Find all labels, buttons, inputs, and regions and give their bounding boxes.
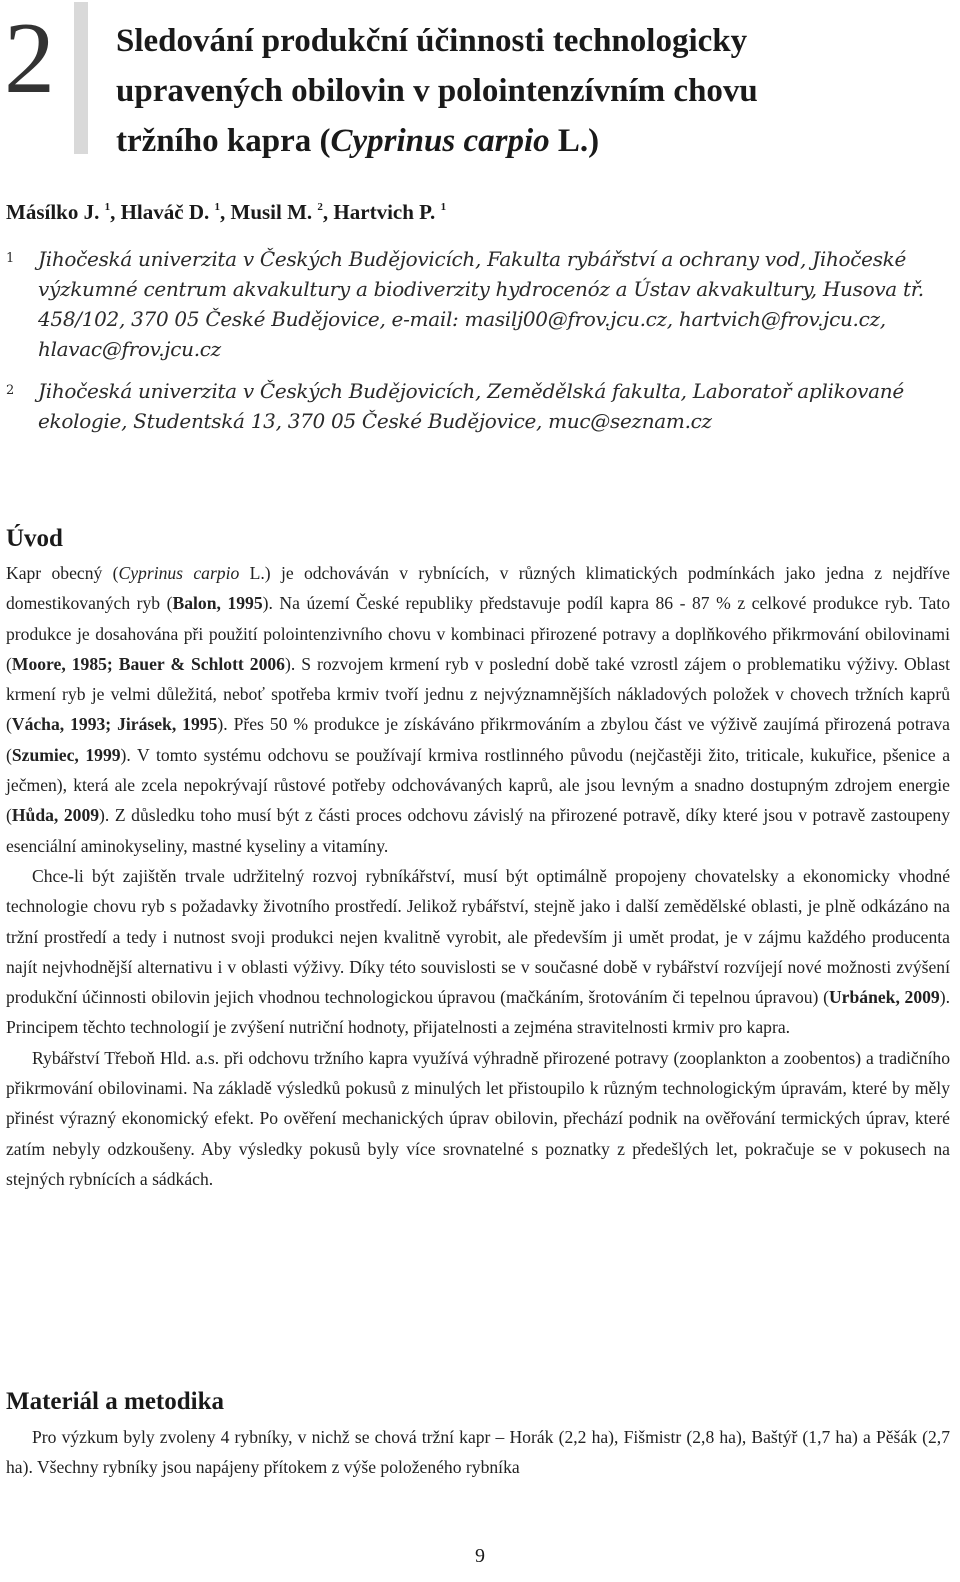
- text-run: Kapr obecný (: [6, 563, 119, 583]
- text-run: L.) je odchováván v rybnících, v různých klimatických podmínkách jako jedna z nejdříve domestikovaných ryb (: [6, 563, 950, 614]
- title-line-1: Sledování produkční účinnosti technologicky: [116, 23, 748, 59]
- text-run: ). S rozvojem krmení ryb v poslední době také vzrostl zájem o problematiku výživy. Oblast krmení ryb je velmi důležitá, neboť spotřeba krmiv tvoří jednu z nejvýznamnějších nákladových položek v chovech tržních kaprů (: [6, 653, 950, 735]
- affiliation-1-text: Jihočeská univerzita v Českých Budějovicích, Fakulta rybářství a ochrany vod, Jihočeské výzkumné centrum akvakultury a biodiverzity hydrocenóz a Ústav akvakultury, Husova tř. 458/102, 370 05 České Budějovice, e-mail: masilj00@frov.jcu.cz, hartvich@frov.jcu.cz, hlavac@frov.jcu.cz: [38, 247, 924, 361]
- methods-section: [6, 1422, 950, 1483]
- affiliation-1-mark: 1: [6, 251, 14, 266]
- intro-paragraph: [6, 861, 950, 1043]
- page-number: 9: [475, 1545, 485, 1567]
- intro-paragraph: [6, 1043, 950, 1194]
- chapter-number: 2: [4, 2, 55, 115]
- intro-paragraph: [6, 558, 950, 861]
- citation: Balon, 1995: [172, 593, 263, 614]
- author-name: Hlaváč D.: [120, 200, 215, 224]
- affiliation-2: [6, 376, 943, 436]
- author-name: Másílko J.: [6, 200, 105, 224]
- text-run: Chce-li být zajištěn trvale udržitelný rozvoj rybníkářství, musí být optimálně propojeny chovatelsky a ekonomicky vhodné technologie chovu ryb s požadavky životního prostředí. Jelikož rybářství, stejně jako i další zemědělské oblasti, je plně odkázáno na tržní prostředí a tedy i nutnost svoji produkci nejen kvalitně vyrobit, ale především ji umět prodat, je v zájmu každého producenta najít nejvhodnější alternativu i v oblasti výživy. Díky této souvislosti se v současné době v rybářství rozvíjejí nové možnosti zvýšení produkční účinnosti obilovin jejich vhodnou technologickou úpravou (mačkáním, šrotováním či tepelnou úpravou) (: [6, 865, 950, 1008]
- text-run: ). Principem těchto technologií je zvýšení nutriční hodnoty, přijatelnosti a zejména stravitelnosti krmiv pro kapra.: [6, 987, 950, 1038]
- citation: Vácha, 1993; Jirásek, 1995: [11, 714, 218, 735]
- title-line-3-start: tržního kapra (: [116, 123, 331, 159]
- affiliation-2-text: Jihočeská univerzita v Českých Budějovicích, Zemědělská fakulta, Laboratoř aplikované ekologie, Studentská 13, 370 05 České Budějovice, muc@seznam.cz: [38, 379, 904, 433]
- text-run: ). Přes 50 % produkce je získáváno přikrmováním a zbylou část ve výživě zaujímá přirozená potrava (: [6, 714, 950, 765]
- author-name: Hartvich P.: [333, 200, 441, 224]
- paper-title: [116, 16, 936, 166]
- affiliation-2-mark: 2: [6, 383, 14, 398]
- text-run: Rybářství Třeboň Hld. a.s. při odchovu tržního kapra využívá výhradně přirozené potravy (zooplankton a zoobentos) a tradičního přikrmování obilovinami. Na základě výsledků pokusů z minulých let přistoupilo k různým technologickým úpravám, které by měly přinést výrazný ekonomický efekt. Po ověření mechanických úprav obilovin, přechází podnik na ověřování termických úprav, které zatím nebyly odzkoušeny. Aby výsledky pokusů byly více srovnatelné s poznatky z předešlých let, pokračuje se v pokusech na stejných rybnících a sádkách.: [6, 1047, 950, 1189]
- citation: Hůda, 2009: [11, 805, 100, 826]
- author-affiliation-mark: 1: [214, 201, 220, 213]
- methods-paragraph: Pro výzkum byly zvoleny 4 rybníky, v nichž se chová tržní kapr – Horák (2,2 ha), Fišmistr (2,8 ha), Baštýř (1,7 ha) a Pěšák (2,7 ha). Všechny rybníky jsou napájeny přítokem z výše položeného rybníka: [6, 1427, 950, 1478]
- text-run: ). Na území České republiky představuje podíl kapra 86 - 87 % z celkové produkce ryb. Tato produkce je dosahována při použití polointenzivního chovu v kombinaci přirozené potravy a doplňkového přikrmování obilovinami (: [6, 593, 950, 674]
- citation: Urbánek, 2009: [828, 987, 940, 1008]
- title-line-3-end: L.): [549, 123, 600, 159]
- chapter-divider-bar: [74, 2, 88, 154]
- text-run: ). V tomto systému odchovu se používají krmiva rostlinného původu (nejčastěji žito, triticale, kukuřice, pšenice a ječmen), která ale zcela nepokrývají růstové potřeby odchovávaných kaprů, ale jsou levným a snadno dostupným zdrojem energie (: [6, 744, 951, 826]
- species-name: Cyprinus carpio: [118, 563, 240, 583]
- author-list: [6, 200, 446, 225]
- section-heading-intro: Úvod: [6, 525, 63, 552]
- section-heading-methods: Materiál a metodika: [6, 1388, 225, 1415]
- affiliation-1: [6, 244, 943, 364]
- author-separator: ,: [322, 200, 334, 224]
- title-line-2: upravených obilovin v polointenzívním chovu: [116, 73, 758, 109]
- author-separator: ,: [220, 200, 231, 224]
- author-affiliation-mark: 1: [104, 201, 111, 213]
- citation: Szumiec, 1999: [11, 744, 121, 765]
- author-separator: ,: [110, 200, 121, 224]
- author-name: Musil M.: [230, 200, 318, 224]
- citation: Moore, 1985; Bauer & Schlott 2006: [11, 653, 285, 674]
- author-affiliation-mark: 1: [440, 201, 447, 213]
- author-affiliation-mark: 2: [317, 201, 323, 213]
- text-run: ). Z důsledku toho musí být z části proces odchovu závislý na přirozené potravě, díky které jsou v potravě zastoupeny esenciální aminokyseliny, mastné kyseliny a vitamíny.: [6, 805, 950, 856]
- title-species: Cyprinus carpio: [330, 123, 550, 159]
- intro-section: [6, 558, 950, 1194]
